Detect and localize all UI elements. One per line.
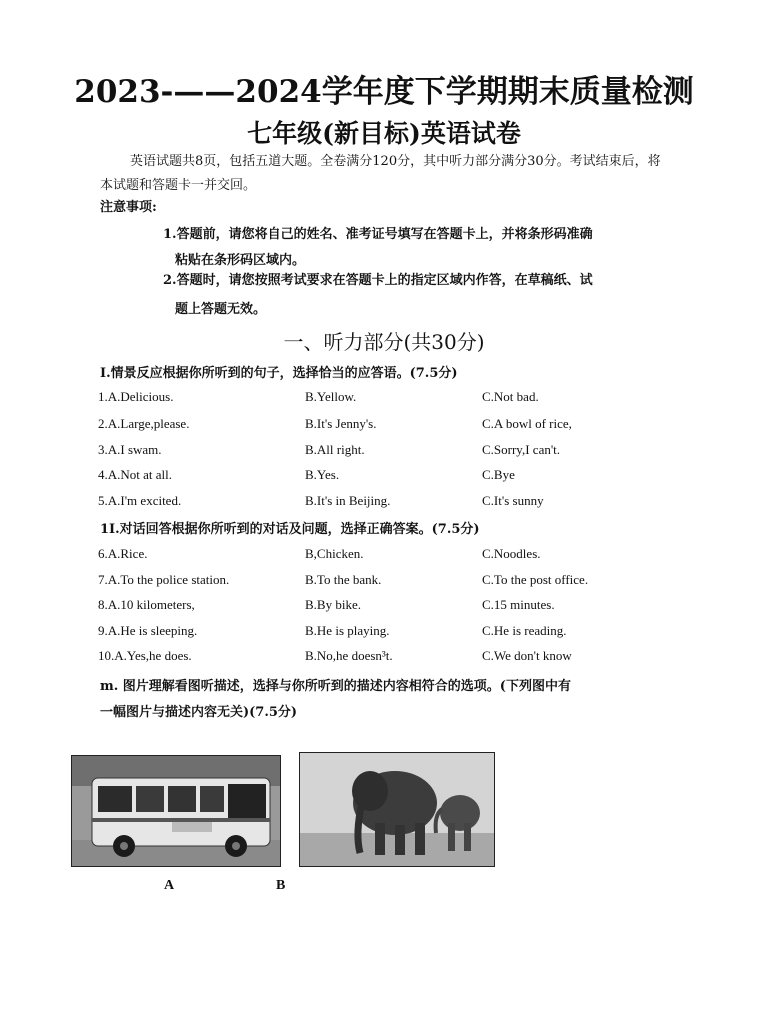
- option-c: C.Sorry,I can't.: [482, 442, 561, 457]
- option-b: B.It's in Beijing.: [305, 493, 391, 508]
- question-row: [0, 572, 768, 592]
- option-a: 9.A.He is sleeping.: [98, 623, 198, 638]
- option-b: B.By bike.: [305, 597, 361, 612]
- elephant-photo-icon: [299, 752, 495, 867]
- note-2-line-1: 2.答题时，请您按照考试要求在答题卡上的指定区域内作答，在草稿纸、试: [163, 273, 593, 288]
- option-c: C.To the post office.: [482, 572, 589, 587]
- option-b: B.Yes.: [305, 467, 340, 482]
- option-c: C.We don't know: [482, 648, 572, 663]
- exam-title: 2023-——2024学年度下学期期末质量检测: [74, 74, 694, 110]
- option-b: B.To the bank.: [305, 572, 382, 587]
- question-row: [0, 467, 768, 487]
- option-b: B,Chicken.: [305, 546, 364, 561]
- option-b: B.No,he doesn³t.: [305, 648, 393, 663]
- option-a: 5.A.I'm excited.: [98, 493, 182, 508]
- note-1-line-2: 粘贴在条形码区域内。: [175, 253, 306, 268]
- question-row: [0, 597, 768, 617]
- option-a: 8.A.10 kilometers,: [98, 597, 195, 612]
- option-b: B.All right.: [305, 442, 365, 457]
- part3-heading: [100, 674, 670, 726]
- option-c: C.He is reading.: [482, 623, 567, 638]
- exam-intro: 英语试题共8页，包括五道大题。全卷满分120分，其中听力部分满分30分。考试结束后，将本试题和答题卡一并交回。: [100, 154, 661, 193]
- question-row: [0, 493, 768, 513]
- option-c: C.Bye: [482, 467, 515, 482]
- option-a: 2.A.Large,please.: [98, 416, 190, 431]
- image-label-b: B: [276, 878, 286, 893]
- note-2-line-2: 题上答题无效。: [175, 302, 267, 317]
- question-row: [0, 389, 768, 409]
- notes-heading: 注意事项:: [100, 200, 157, 215]
- bus-photo-icon: [71, 755, 281, 867]
- question-row: [0, 648, 768, 668]
- note-item-1: [163, 222, 663, 274]
- option-a: 4.A.Not at all.: [98, 467, 173, 482]
- option-c: C.It's sunny: [482, 493, 544, 508]
- option-a: 7.A.To the police station.: [98, 572, 230, 587]
- option-c: C.Noodles.: [482, 546, 541, 561]
- exam-subtitle: 七年级(新目标)英语试卷: [247, 119, 521, 148]
- option-b: B.Yellow.: [305, 389, 357, 404]
- option-b: B.It's Jenny's.: [305, 416, 377, 431]
- question-row: [0, 623, 768, 643]
- option-c: C.A bowl of rice,: [482, 416, 572, 431]
- question-row: [0, 416, 768, 436]
- option-a: 1.A.Delicious.: [98, 389, 174, 404]
- note-item-2: [163, 268, 663, 323]
- question-row: [0, 442, 768, 462]
- part2-heading: 1I.对话回答根据你所听到的对话及问题，选择正确答案。(7.5分): [100, 522, 480, 537]
- option-c: C.Not bad.: [482, 389, 539, 404]
- option-c: C.15 minutes.: [482, 597, 555, 612]
- question-row: [0, 546, 768, 566]
- option-a: 3.A.I swam.: [98, 442, 162, 457]
- section-title: 一、听力部分(共30分): [283, 330, 485, 354]
- part3-line-2: 一幅图片与描述内容无关)(7.5分): [100, 705, 298, 720]
- part1-heading: I.情景反应根据你所听到的句子，选择恰当的应答语。(7.5分): [100, 366, 458, 381]
- option-b: B.He is playing.: [305, 623, 390, 638]
- option-a: 10.A.Yes,he does.: [98, 648, 192, 663]
- image-label-a: A: [164, 878, 175, 893]
- option-a: 6.A.Rice.: [98, 546, 148, 561]
- part3-line-1: m. 图片理解看图听描述，选择与你所听到的描述内容相符合的选项。(下列图中有: [100, 679, 571, 694]
- note-1-line-1: 1.答题前，请您将自己的姓名、准考证号填写在答题卡上，并将条形码准确: [163, 227, 593, 242]
